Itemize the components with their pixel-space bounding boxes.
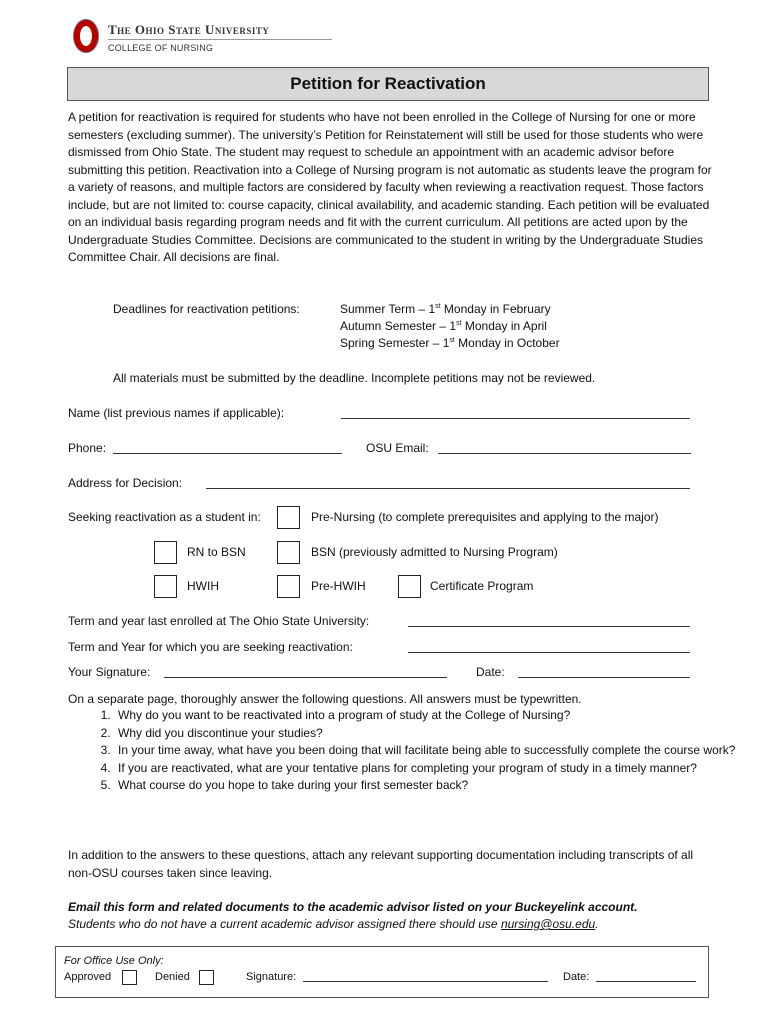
name-field[interactable] — [341, 418, 690, 419]
college-name: COLLEGE OF NURSING — [108, 43, 214, 53]
email-field[interactable] — [438, 453, 691, 454]
intro-paragraph — [68, 109, 713, 267]
deadline-autumn: Autumn Semester – 1st Monday in April — [340, 319, 547, 333]
form-title: Petition for Reactivation — [290, 74, 486, 93]
block-o-icon — [74, 20, 98, 52]
certificate-checkbox[interactable] — [398, 575, 421, 598]
office-signature-field[interactable] — [303, 981, 548, 982]
deadline-summer: Summer Term – 1st Monday in February — [340, 302, 551, 316]
materials-note: All materials must be submitted by the deadline. Incomplete petitions may not be reviewed. — [113, 371, 596, 385]
logo-divider — [108, 39, 332, 40]
deadline-spring: Spring Semester – 1st Monday in October — [340, 336, 560, 350]
name-label: Name (list previous names if applicable): — [68, 406, 285, 420]
date-label: Date: — [476, 665, 505, 679]
email-label: OSU Email: — [366, 441, 429, 455]
bsn-checkbox[interactable] — [277, 541, 300, 564]
question-item: 5. What course do you hope to take during your first semester back? — [114, 777, 749, 795]
hwih-checkbox[interactable] — [154, 575, 177, 598]
phone-label: Phone: — [68, 441, 107, 455]
questions-list — [68, 707, 749, 795]
deadlines-label: Deadlines for reactivation petitions: — [113, 302, 300, 316]
question-item: 4. If you are reactivated, what are your tentative plans for completing your program of study in a timely manner? — [114, 760, 749, 778]
rn-to-bsn-label: RN to BSN — [187, 545, 246, 559]
office-signature-label: Signature: — [246, 971, 297, 983]
hwih-label: HWIH — [187, 579, 219, 593]
phone-field[interactable] — [113, 453, 342, 454]
intro-text: A petition for reactivation is required for students who have not been enrolled in the College of Nursing for one or more semesters (excluding summer). The university’s Petition for Reinstatement will still be used for those students who were dismissed from Ohio State. The student may request to schedule an appointment with an academic advisor before submitting this petition. Reactivation into a College of Nursing program is not automatic as students leave the program for a variety of reasons, and multiple factors are considered by faculty when reviewing a reactivation request. Those factors include, but are not limited to: course capacity, clinical availability, and academic standing. Each petition will be evaluated on an individual basis regarding program needs and fit with the current curriculum. All petitions are acted upon by the Undergraduate Studies Committee. Decisions are communicated to the student in writing by the Undergraduate Studies Committee Chair. All decisions are final. — [68, 110, 712, 264]
form-title-bar — [67, 67, 709, 101]
office-date-field[interactable] — [596, 981, 696, 982]
certificate-label: Certificate Program — [430, 579, 534, 593]
seeking-label: Seeking reactivation as a student in: — [68, 510, 261, 524]
date-field[interactable] — [518, 677, 690, 678]
office-denied-checkbox[interactable] — [199, 970, 214, 985]
rn-to-bsn-checkbox[interactable] — [154, 541, 177, 564]
address-label: Address for Decision: — [68, 476, 183, 490]
pre-nursing-checkbox[interactable] — [277, 506, 300, 529]
term-last-field[interactable] — [408, 626, 690, 627]
question-item: 2. Why did you discontinue your studies? — [114, 725, 749, 743]
office-approved-checkbox[interactable] — [122, 970, 137, 985]
questions-intro: On a separate page, thoroughly answer the following questions. All answers must be typewritten. — [68, 692, 582, 706]
signature-label: Your Signature: — [68, 665, 151, 679]
signature-field[interactable] — [164, 677, 447, 678]
pre-hwih-label: Pre-HWIH — [311, 579, 366, 593]
attach-note: In addition to the answers to these questions, attach any relevant supporting documentation including transcripts of all non-OSU courses taken since leaving. — [68, 848, 694, 880]
question-item: 1. Why do you want to be reactivated into a program of study at the College of Nursing? — [114, 707, 749, 725]
term-seeking-field[interactable] — [408, 652, 690, 653]
office-heading: For Office Use Only: — [64, 955, 164, 967]
office-denied-label: Denied — [155, 971, 190, 983]
term-last-label: Term and year last enrolled at The Ohio State University: — [68, 614, 370, 628]
address-field[interactable] — [206, 488, 690, 489]
pre-hwih-checkbox[interactable] — [277, 575, 300, 598]
no-advisor-note: Students who do not have a current academic advisor assigned there should use nursing@osu.edu. — [68, 917, 599, 931]
email-instruction: Email this form and related documents to the academic advisor listed on your Buckeyelink account. — [68, 900, 638, 914]
office-use-box — [55, 946, 709, 998]
university-logo — [70, 18, 370, 60]
term-seeking-label: Term and Year for which you are seeking reactivation: — [68, 640, 353, 654]
office-approved-label: Approved — [64, 971, 112, 983]
university-name: The Ohio State University — [108, 22, 270, 37]
bsn-label: BSN (previously admitted to Nursing Program) — [311, 545, 558, 559]
question-item: 3. In your time away, what have you been doing that will facilitate being able to successfully complete the course work? — [114, 742, 749, 760]
office-date-label: Date: — [563, 971, 590, 983]
pre-nursing-label: Pre-Nursing (to complete prerequisites and applying to the major) — [311, 510, 659, 524]
nursing-email-link[interactable]: nursing@osu.edu — [500, 917, 596, 931]
